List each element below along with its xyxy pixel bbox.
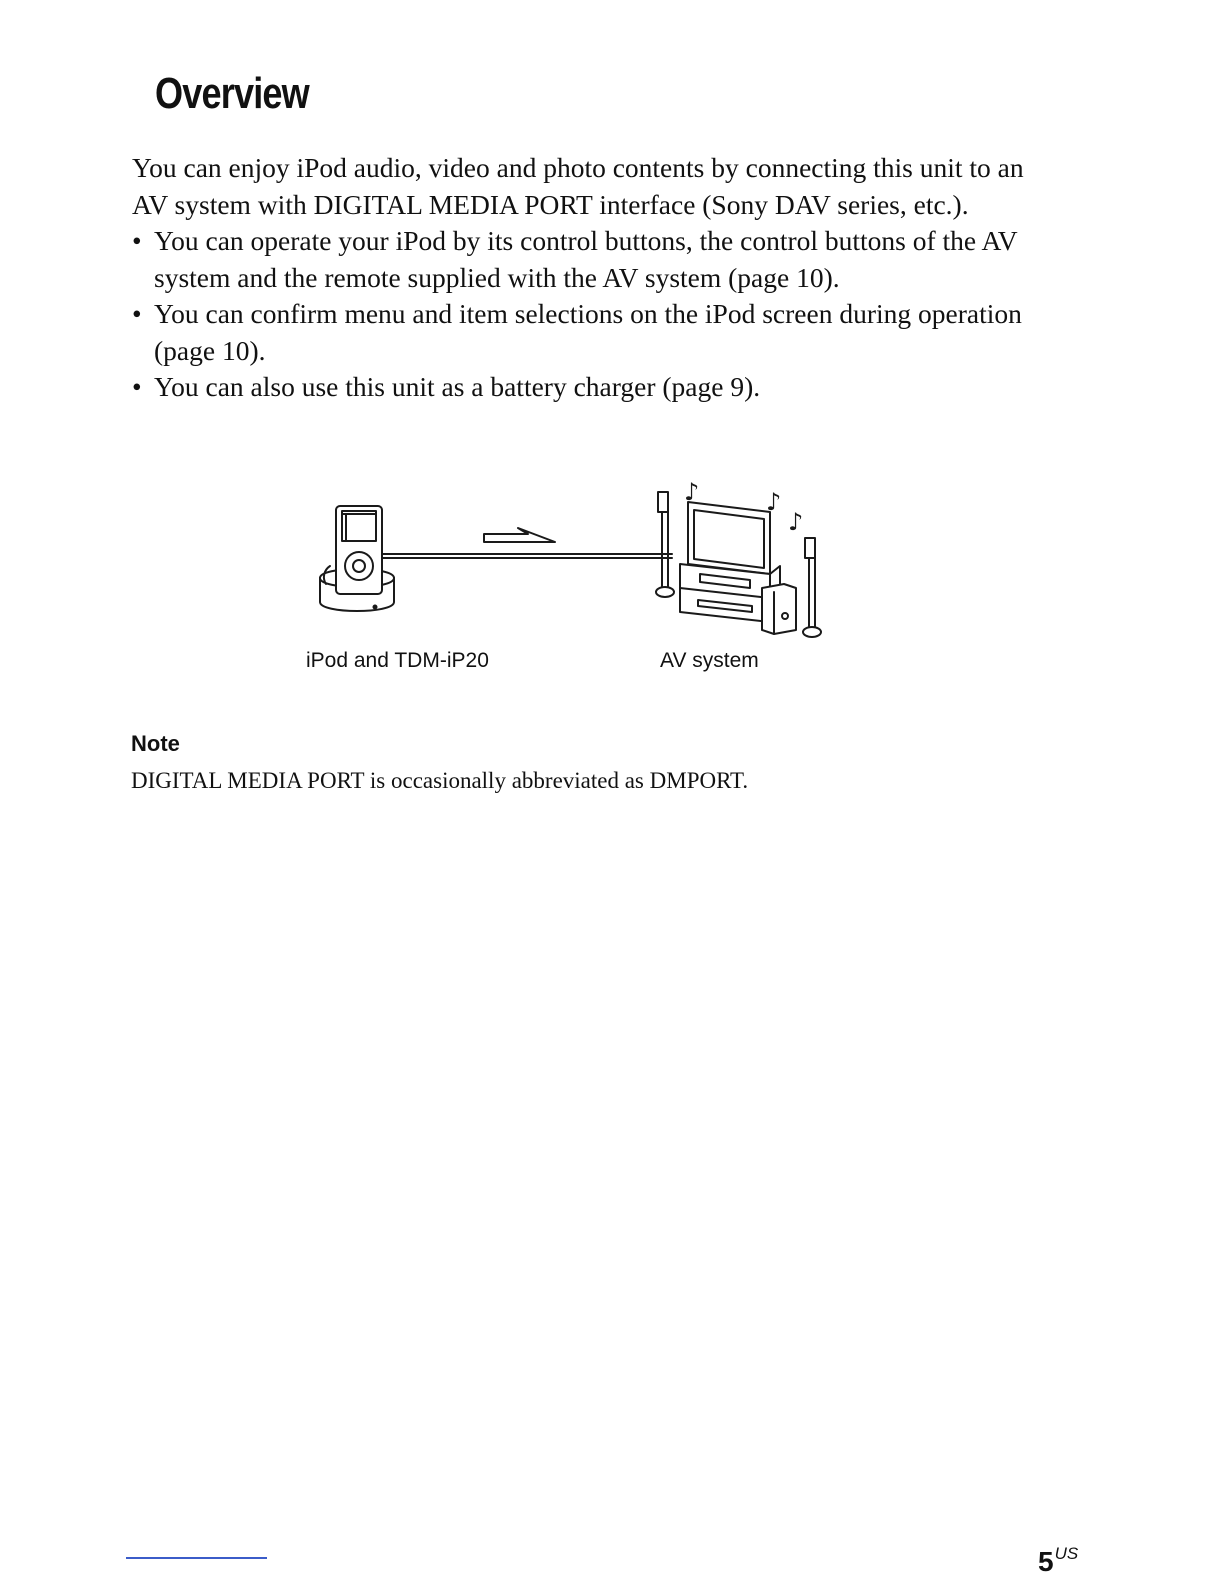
music-note-icon: ♪ — [788, 508, 804, 536]
bullet-icon: • — [132, 371, 142, 402]
diagram-illustration — [300, 470, 860, 645]
bullet-icon: • — [132, 298, 142, 329]
footer-divider — [126, 1557, 267, 1559]
music-note-icon: ♪ — [766, 488, 782, 516]
note-heading: Note — [131, 731, 180, 756]
body-text — [132, 150, 1032, 406]
list-item-text: You can confirm menu and item selections on the iPod screen during operation (page 10). — [154, 298, 1022, 366]
music-note-icon: ♪ — [684, 478, 700, 506]
bullet-icon: • — [132, 225, 142, 256]
connection-diagram — [300, 470, 860, 690]
list-item — [132, 223, 1032, 296]
ipod-caption: iPod and TDM-iP20 — [306, 649, 489, 672]
page-number — [1038, 1538, 1078, 1578]
list-item-text: You can operate your iPod by its control buttons, the control buttons of the AV system and the remote supplied with the AV system (page 10). — [154, 225, 1018, 293]
page-title: Overview — [155, 69, 309, 118]
page-number-suffix: US — [1054, 1544, 1079, 1563]
list-item-text: You can also use this unit as a battery charger (page 9). — [154, 371, 761, 402]
page-number-value: 5 — [1038, 1546, 1054, 1577]
av-system-caption: AV system — [660, 649, 759, 672]
intro-paragraph: You can enjoy iPod audio, video and photo contents by connecting this unit to an AV system with DIGITAL MEDIA PORT interface (Sony DAV series, etc.). — [132, 152, 1024, 220]
arrow-right-icon — [484, 528, 555, 542]
note-text: DIGITAL MEDIA PORT is occasionally abbreviated as DMPORT. — [131, 768, 749, 793]
list-item — [132, 296, 1032, 369]
feature-list — [132, 223, 1032, 406]
list-item — [132, 369, 1032, 406]
